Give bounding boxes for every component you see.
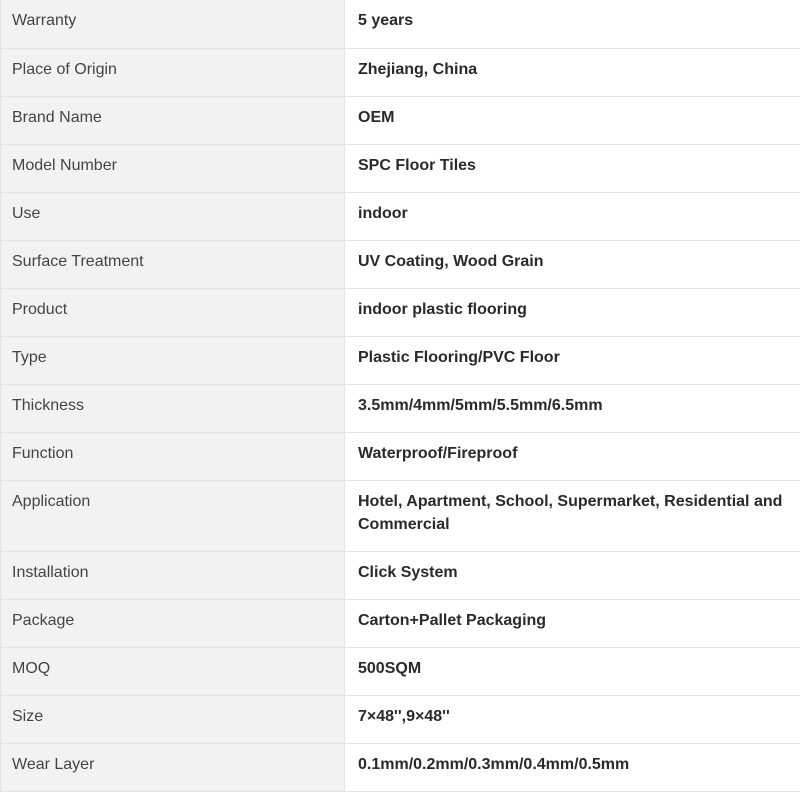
spec-value: Plastic Flooring/PVC Floor (345, 336, 800, 384)
spec-label: Type (1, 336, 345, 384)
spec-label: Function (1, 432, 345, 480)
spec-table-body (1, 0, 800, 791)
spec-row-package (1, 599, 800, 647)
spec-value: 500SQM (345, 647, 800, 695)
spec-row-type (1, 336, 800, 384)
spec-row-wear-layer (1, 743, 800, 791)
spec-value: UV Coating, Wood Grain (345, 240, 800, 288)
spec-row-product (1, 288, 800, 336)
spec-value: Click System (345, 551, 800, 599)
spec-value: OEM (345, 96, 800, 144)
spec-row-model-number (1, 144, 800, 192)
spec-row-use (1, 192, 800, 240)
spec-value: 0.1mm/0.2mm/0.3mm/0.4mm/0.5mm (345, 743, 800, 791)
spec-label: Place of Origin (1, 48, 345, 96)
spec-label: Thickness (1, 384, 345, 432)
spec-value: 5 years (345, 0, 800, 48)
spec-label: Application (1, 480, 345, 551)
spec-value: indoor (345, 192, 800, 240)
spec-row-warranty (1, 0, 800, 48)
spec-value: Carton+Pallet Packaging (345, 599, 800, 647)
spec-value: indoor plastic flooring (345, 288, 800, 336)
spec-value: Hotel, Apartment, School, Supermarket, Residential and Commercial (345, 480, 800, 551)
spec-label: Wear Layer (1, 743, 345, 791)
spec-row-surface-treatment (1, 240, 800, 288)
spec-row-brand-name (1, 96, 800, 144)
spec-label: Product (1, 288, 345, 336)
spec-value: Zhejiang, China (345, 48, 800, 96)
spec-value: 3.5mm/4mm/5mm/5.5mm/6.5mm (345, 384, 800, 432)
spec-label: Package (1, 599, 345, 647)
spec-row-application (1, 480, 800, 551)
spec-value: 7×48'',9×48'' (345, 695, 800, 743)
spec-label: Warranty (1, 0, 345, 48)
spec-value: SPC Floor Tiles (345, 144, 800, 192)
spec-row-place-of-origin (1, 48, 800, 96)
spec-row-function (1, 432, 800, 480)
spec-label: Model Number (1, 144, 345, 192)
spec-label: Installation (1, 551, 345, 599)
spec-label: Brand Name (1, 96, 345, 144)
spec-label: Size (1, 695, 345, 743)
spec-row-installation (1, 551, 800, 599)
spec-label: Use (1, 192, 345, 240)
spec-label: Surface Treatment (1, 240, 345, 288)
spec-value: Waterproof/Fireproof (345, 432, 800, 480)
spec-row-size (1, 695, 800, 743)
spec-row-thickness (1, 384, 800, 432)
spec-row-moq (1, 647, 800, 695)
spec-label: MOQ (1, 647, 345, 695)
